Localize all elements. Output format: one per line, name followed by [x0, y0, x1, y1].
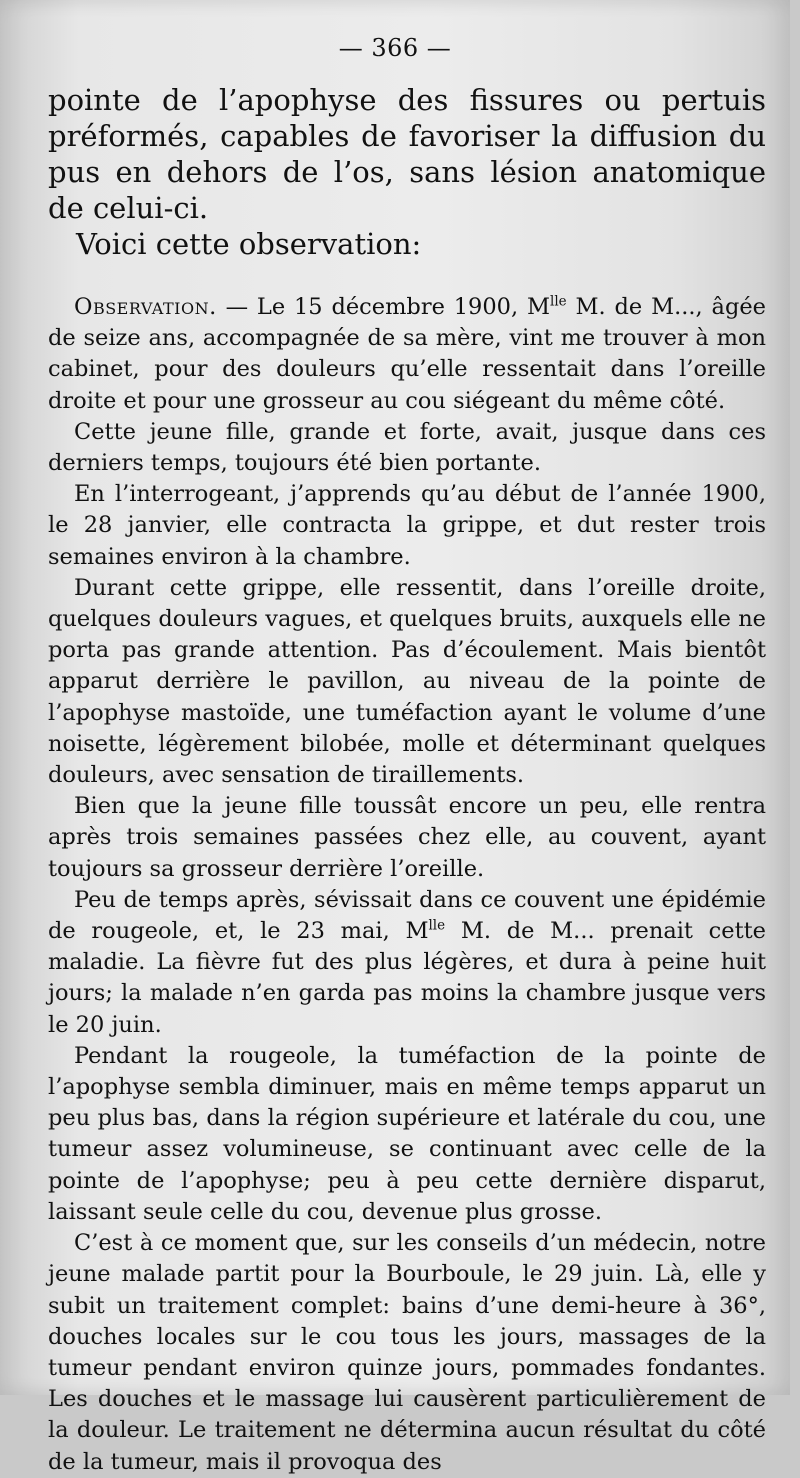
observation-title: Observation. — [74, 294, 217, 320]
observation-first-paragraph — [48, 292, 766, 417]
observation-date-text: — Le 15 décembre 1900, M — [216, 294, 551, 320]
intro-paragraph-1: pointe de l’apophyse des fissures ou pertuis préformés, capables de favoriser la diffusion du pus en dehors de l’os, sans lésion anatomique de celui-ci. — [48, 83, 766, 225]
observation-paragraph-6 — [48, 885, 766, 1041]
observation-sup-2: lle — [428, 917, 446, 934]
observation-paragraph-7: Pendant la rougeole, la tuméfaction de la pointe de l’apophyse sembla diminuer, mais en même temps apparut un peu plus bas, dans la région supérieure et latérale du cou, une tumeur assez volumineuse, se continuant avec celle de la pointe de l’apophyse; peu à peu cette dernière disparut, laissant seule celle du cou, devenue plus grosse. — [48, 1042, 766, 1225]
rougeole-text-part1: Peu de temps après, sévissait dans ce couvent une épidémie de rougeole, et, le 23 mai, M — [48, 886, 766, 945]
observation-paragraph-5: Bien que la jeune fille toussât encore un peu, elle rentra après trois semaines passées chez elle, au couvent, ayant toujours sa grosseur derrière l’oreille. — [48, 793, 766, 882]
intro-paragraph-2: Voici cette observation: — [76, 227, 422, 261]
intro-text — [48, 82, 766, 262]
page-number: — 366 — — [338, 34, 452, 62]
page-content — [48, 82, 766, 1478]
rougeole-text-part2: M. de M... prenait cette maladie. La fièvre fut des plus légères, et dura à peine huit jours; la malade n’en garda pas moins la chambre jusque vers le 20 juin. — [48, 918, 766, 1038]
observation-section — [48, 292, 766, 1478]
observation-paragraph-2: Cette jeune fille, grande et forte, avait, jusque dans ces derniers temps, toujours été bien portante. — [48, 418, 766, 477]
observation-paragraph-4: Durant cette grippe, elle ressentit, dans l’oreille droite, quelques douleurs vagues, et quelques bruits, auxquels elle ne porta pas grande attention. Pas d’écoulement. Mais bientôt apparut derrière le pavillon, au niveau de la pointe de l’apophyse mastoïde, une tuméfaction ayant le volume d’une noisette, légèrement bilobée, molle et déterminant quelques douleurs, avec sensation de tiraillements. — [48, 574, 766, 789]
observation-sup-1: lle — [550, 293, 567, 310]
observation-first-paragraph-rest: M. de M..., âgée de seize ans, accompagnée de sa mère, vint me trouver à mon cabinet, pour des douleurs qu’elle ressentait dans l’oreille droite et pour une grosseur au cou siégeant du même côté. — [48, 294, 766, 414]
observation-paragraph-3: En l’interrogeant, j’apprends qu’au début de l’année 1900, le 28 janvier, elle contracta la grippe, et dut rester trois semaines environ à la chambre. — [48, 481, 766, 570]
observation-paragraph-8: C’est à ce moment que, sur les conseils d’un médecin, notre jeune malade partit pour la Bourboule, le 29 juin. Là, elle y subit un traitement complet: bains d’une demi-heure à 36°, douches locales sur le cou tous les jours, massages de la tumeur pendant environ quinze jours, pommades fondantes. Les douches et le massage lui causèrent particulièrement de la douleur. Le traitement ne détermina aucun résultat du côté de la tumeur, mais il provoqua des — [48, 1230, 766, 1475]
section-gap — [48, 262, 766, 292]
